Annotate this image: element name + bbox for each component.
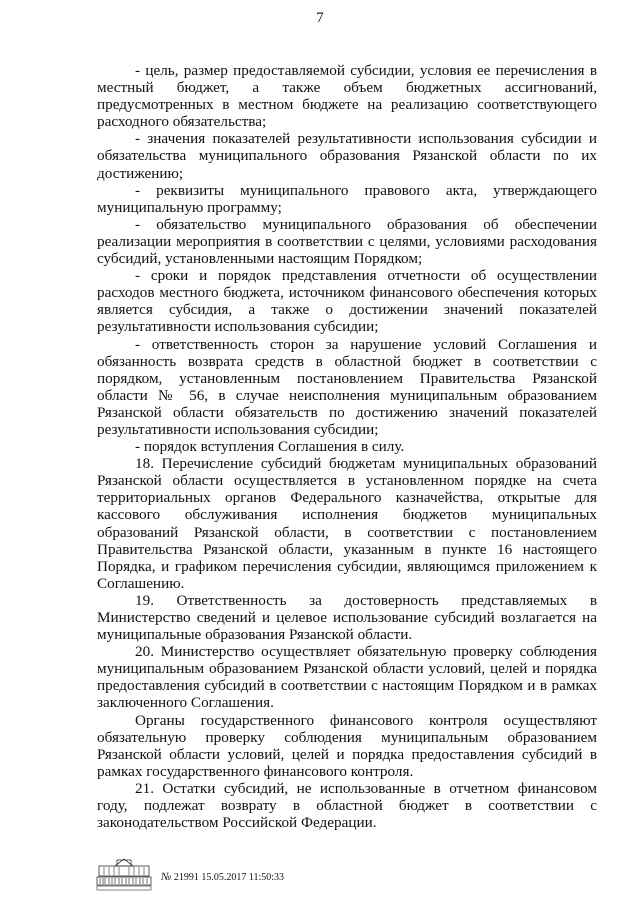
paragraph: 18. Перечисление субсидий бюджетам муниципальных образований Рязанской области осуществляется в установленном порядке на счета территориальных органов Федерального казначейства, открытые для кассового обслуживания исполнения бюджетов муниципальных образований Рязанской области, в соответствии с постановлением Правительства Рязанской области, указанным в пункте 16 настоящего Порядка, и графиком перечисления субсидии, являющимся приложением к Соглашению.: [97, 455, 597, 592]
page-number: 7: [316, 10, 324, 26]
stamp-logo-icon: [95, 858, 153, 892]
paragraph: 21. Остатки субсидий, не использованные в отчетном финансовом году, подлежат возврату в областной бюджет в соответствии с законодательством Российской Федерации.: [97, 779, 597, 832]
paragraph: - ответственность сторон за нарушение условий Соглашения и обязанность возврата средств в областной бюджет в соответствии с порядком, установленным постановлением Правительства Рязанской области № 56, в случае неисполнения муниципальным образованием Рязанской области обязательств по достижению значений показателей результативности использования субсидии;: [97, 335, 597, 438]
paragraph: - реквизиты муниципального правового акта, утверждающего муниципальную программу;: [97, 181, 597, 216]
paragraph: - цель, размер предоставляемой субсидии, условия ее перечисления в местный бюджет, а также объем бюджетных ассигнований, предусмотренных в местном бюджете на реализацию соответствующего расходного обязательства;: [97, 62, 597, 131]
paragraph: - значения показателей результативности использования субсидии и обязательства муниципального образования Рязанской области по их достижению;: [97, 130, 597, 182]
paragraph: - обязательство муниципального образования об обеспечении реализации мероприятия в соответствии с целями, условиями расходования субсидий, установленными настоящим Порядком;: [97, 215, 597, 268]
number-sign: №: [161, 871, 172, 883]
paragraph: Органы государственного финансового контроля осуществляют обязательную проверку соблюдения муниципальным образованием Рязанской области условий, целей и порядка предоставления субсидий в рамках государственного финансового контроля.: [97, 711, 597, 780]
paragraph: 19. Ответственность за достоверность представляемых в Министерство сведений и целевое использование субсидий возлагается на муниципальные образования Рязанской области.: [97, 591, 597, 644]
document-registration-info: [161, 871, 284, 883]
registration-number-date: 21991 15.05.2017 11:50:33: [173, 872, 285, 883]
document-body: [97, 62, 597, 831]
paragraph: - порядок вступления Соглашения в силу.: [135, 438, 405, 456]
paragraph: - сроки и порядок представления отчетности об осуществлении расходов местного бюджета, источником финансового обеспечения которых является субсидия, а также о достижении значений показателей результативности использования субсидии;: [97, 267, 597, 336]
document-footer: [95, 856, 395, 896]
paragraph: 20. Министерство осуществляет обязательную проверку соблюдения муниципальным образованием Рязанской области условий, целей и порядка предоставления субсидий в соответствии с настоящим Порядком и в рамках заключенного Соглашения.: [97, 643, 597, 712]
